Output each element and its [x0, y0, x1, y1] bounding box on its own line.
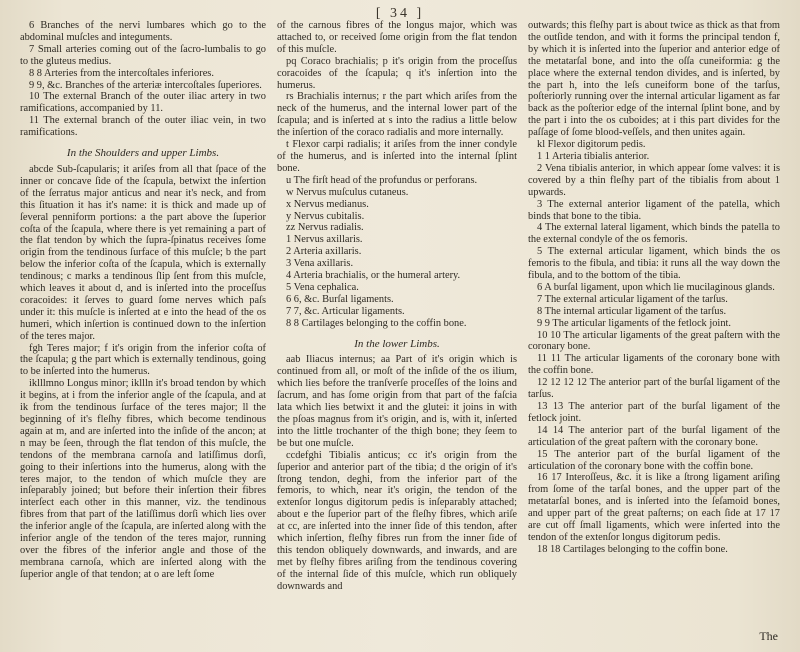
paragraph: abcde Sub-ſcapularis; it ariſes from all that ſpace of the inner or concave ſide of the ſcapula, betwixt the inſertion of the ſerratus major anticus and near it's neck, and from this ſituation it has it's name: it is thick and made up of ſeveral penniform portions: a the part above the ſuperior coſta of the ſcapula, where there is yet remaining a part of the flat tendon by which the ſupra-ſpinatus receives ſome origin from the tendinous ſurface of this muſcle; b the part below the inferior coſta of the ſcapula, which is externally tendinous; c marks a tendinous ſlip ſent from this muſcle, which leaves it about d, and is inſerted into the proceſſus coracoides: it ſerves to guard ſome nerves which paſs under it: this muſcle is inſerted at e into the head of the os humeri, which inſertion is continued down to the inſertion of the teres major.: [20, 163, 266, 342]
paragraph: 7 The external articular ligament of the tarſus.: [537, 293, 728, 305]
paragraph: aab Iliacus internus; aa Part of it's origin which is continued from all, or moſt of the inſide of the os ilium, which lies before the tranſverſe proceſſes of the loins and ſacrum, and has ſome origin from that part of the faſcia lata which lies betwixt it and the glutei: it joins in with the pſoas magnus from it's origin, and is, with it, inſerted into the little trochanter of the thigh bone; they ſeem to be but one muſcle.: [277, 354, 517, 449]
paragraph: iklllmno Longus minor; ikllln it's broad tendon by which it begins, at i from the inferior angle of the ſcapula, and at ik from the tendinous ſurface of the teres major; ll the beginning of it's fleſhy fibres, which become tendinous again at m, and are inſerted into the inſide of the ancon; at n may be ſeen, through the flat tendon of this muſcle, the tendons of the membrana carnoſa and latiſſimus dorſi, going to their inſertions into the humerus, along with the teres major, to the tendon of which muſcle they are inſeparably joined; but before their inſertion their fibres interſect each other in this manner, viz. the tendinous fibres from that part of the latiſſimus dorſi which lies over the inferior angle of the ſcapula, are inſerted along with the inferior angle of the tendon of the teres major, running over the fibres of the inferior angle and those of the membrana carnoſa, which are inſerted along with the ſuperior angle of that tendon; at o are left ſome: [20, 378, 266, 580]
section-heading: In the Shoulders and upper Limbs.: [66, 147, 220, 160]
paragraph: 5 The external articular ligament, which binds the os femoris to the fibula, and tibia: it runs all the way down the fibula, and to the bottom of the tibia.: [528, 246, 780, 282]
paragraph: t Flexor carpi radialis; it ariſes from the inner condyle of the humerus, and is inſerted into the internal ſplint bone.: [277, 139, 517, 174]
catchword: The: [759, 629, 778, 643]
paragraph: 6 6, &c. Burſal ligaments.: [286, 293, 394, 305]
paragraph-continued: outwards; this fleſhy part is about twice as thick as that from the outſide tendon, and with it forms the principal tendon f, by which it is inſerted into the ſuperior and anterior edge of the metatarſal bone, and into the oſſa cuneiformia: g the place where the external tendon divides, and is inſerted, by the part h, into the leſs cuneiform bone of the tarſus, poſteriorly running over the internal articular ligament as far back as the poſterior edge of the internal ſplint bone, and by the part i into the os cuboides; at i this part divides for the paſſage of ſome blood-veſſels, and then unites again.: [528, 20, 780, 139]
paragraph: 18 18 Cartilages belonging to the coffin bone.: [537, 543, 728, 555]
paragraph: fgh Teres major; f it's origin from the inferior coſta of the ſcapula; g the part which is externally tendinous, going to be inſerted into the humerus.: [20, 342, 266, 378]
paragraph: 1 Nervus axillaris.: [286, 234, 363, 246]
paragraph: 3 Vena axillaris.: [286, 258, 354, 270]
paragraph: y Nervus cubitalis.: [286, 210, 365, 222]
paragraph: 9 9 The articular ligaments of the fetlock joint.: [537, 317, 731, 329]
paragraph: ccdefghi Tibialis anticus; cc it's origin from the ſuperior and anterior part of the tibia; d the origin of it's ſtrong tendon, deghi, from the inferior part of the femoris, to which, near it's origin, the tendon of the extenſor longus digitorum pedis is inſeparably attached; about e the ſuperior part of the fleſhy fibres, which ariſe at cc, are inſerted into the inner ſide of this tendon, after which inſertion, fleſhy fibres run from the inner ſide of this tendon obliquely downwards, and inwards, and are met by fleſhy fibres ariſing from the tendinous covering of the internal ſide of this muſcle, which run obliquely downwards and: [277, 449, 517, 592]
paragraph: kl Flexor digitorum pedis.: [537, 139, 646, 151]
paragraph: zz Nervus radialis.: [286, 222, 364, 234]
paragraph: 11 11 The articular ligaments of the coronary bone with the coffin bone.: [528, 353, 780, 377]
text-column-middle: [277, 20, 517, 593]
paragraph: 10 10 The articular ligaments of the great paſtern with the coronary bone.: [528, 329, 780, 353]
paragraph: 15 The anterior part of the burſal ligament of the articulation of the coronary bone with the coffin bone.: [528, 448, 780, 472]
paragraph: 2 Vena tibialis anterior, in which appear ſome valves: it is covered by a thin fleſhy part of the tibialis from about 1 upwards.: [528, 162, 780, 198]
paragraph: 12 12 12 12 The anterior part of the burſal ligament of the tarſus.: [528, 377, 780, 401]
paragraph: 3 The external anterior ligament of the patella, which binds that bone to the tibia.: [528, 198, 780, 222]
paragraph: 5 Vena cephalica.: [286, 281, 359, 293]
paragraph: 8 8 Arteries from the intercoſtales inferiores.: [29, 67, 214, 79]
paragraph: 7 Small arteries coming out of the ſacro-lumbalis to go to the gluteus medius.: [20, 43, 266, 67]
paragraph: 11 The external branch of the outer iliac vein, in two ramifications.: [20, 115, 266, 139]
paragraph: 2 Arteria axillaris.: [286, 246, 362, 258]
paragraph: 7 7, &c. Articular ligaments.: [286, 305, 405, 317]
paragraph: 16 17 Interoſſeus, &c. it is like a ſtrong ligament ariſing from ſome of the tarſal bones, and the upper part of the metatarſal bones, and is inſerted into the ſeſamoid bones, and upper part of the great paſterns; on each ſide at 17 17 are cut off ſmall ligaments, which were inſerted into the tendon of the extenſor longus digitorum pedis.: [528, 472, 780, 543]
paragraph: 14 14 The anterior part of the burſal ligament of the articulation of the great paſtern with the coronary bone.: [528, 424, 780, 448]
paragraph: 8 The internal articular ligament of the tarſus.: [537, 305, 727, 317]
paragraph: w Nervus muſculus cutaneus.: [286, 186, 409, 198]
paragraph-continued: of the carnous fibres of the longus major, which was attached to, or received ſome origin from the flat tendon of this muſcle.: [277, 20, 517, 55]
paragraph: rs Brachialis internus; r the part which ariſes from the neck of the humerus, and the internal lower part of the ſcapula; and is inſerted at s into the radius a little below the inſertion of the coraco radialis and more internally.: [277, 91, 517, 139]
text-column-right: [528, 20, 780, 556]
paragraph: 4 The external lateral ligament, which binds the patella to the external condyle of the os femoris.: [528, 222, 780, 246]
paragraph: u The firſt head of the profundus or perforans.: [286, 174, 478, 186]
paragraph: 4 Arteria brachialis, or the humeral artery.: [286, 270, 461, 282]
paragraph: x Nervus medianus.: [286, 198, 369, 210]
page-number: [ 34 ]: [375, 6, 425, 21]
paragraph: 10 The external Branch of the outer iliac artery in two ramifications, accompanied by 11.: [20, 91, 266, 115]
paragraph: 6 A burſal ligament, upon which lie mucilaginous glands.: [537, 281, 775, 293]
paragraph: 8 8 Cartilages belonging to the coffin bone.: [286, 317, 467, 329]
paragraph: pq Coraco brachialis; p it's origin from the proceſſus coracoides of the ſcapula; q it's inſertion into the humerus.: [277, 55, 517, 91]
paragraph: 6 Branches of the nervi lumbares which go to the abdominal muſcles and integuments.: [20, 20, 266, 43]
paragraph: 1 1 Arteria tibialis anterior.: [537, 150, 650, 162]
paragraph: 13 13 The anterior part of the burſal ligament of the fetlock joint.: [528, 401, 780, 424]
section-heading: In the lower Limbs.: [354, 337, 440, 350]
text-column-left: [20, 20, 266, 581]
paragraph: 9 9, &c. Branches of the arteriæ intercoſtales ſuperiores.: [29, 79, 262, 91]
